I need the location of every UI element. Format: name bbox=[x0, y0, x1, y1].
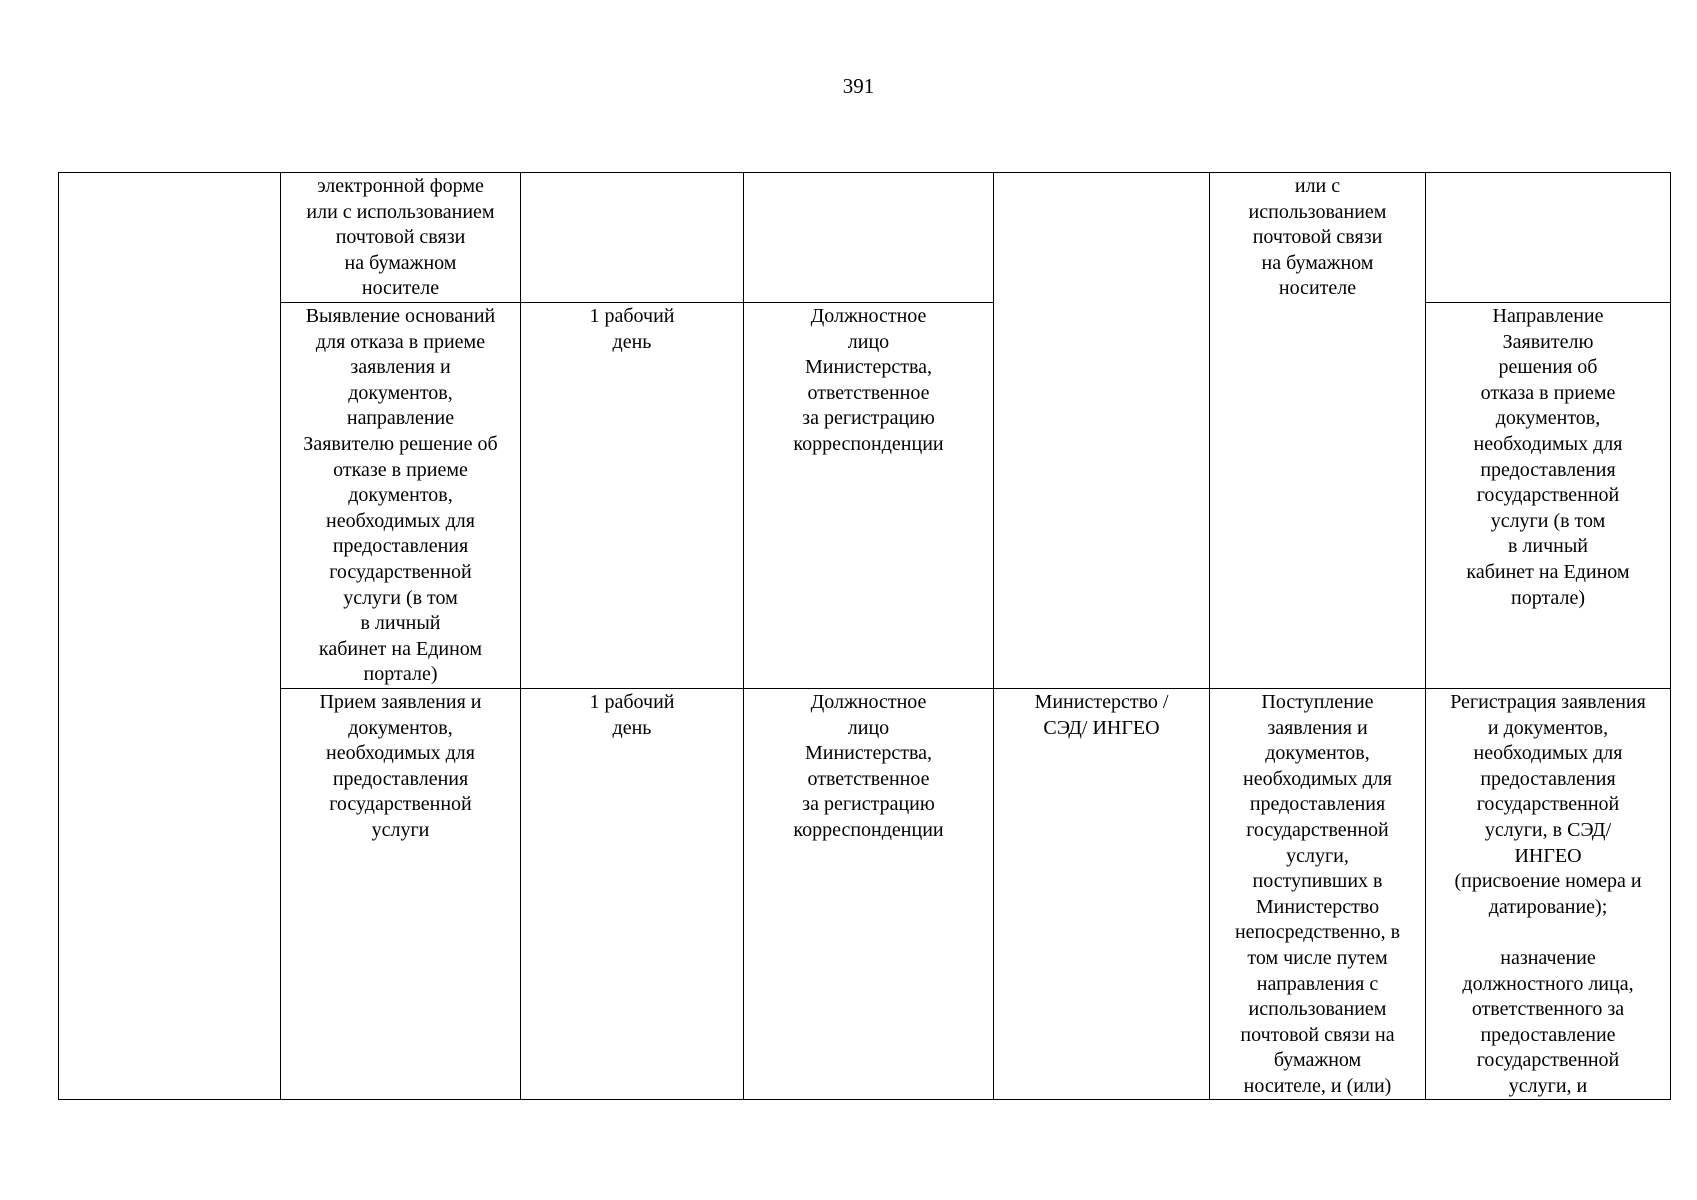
table-cell: Прием заявления и документов, необходимых для предоставления государственной услуги bbox=[281, 688, 521, 1100]
table-cell-blank bbox=[59, 173, 281, 1100]
table-cell bbox=[521, 173, 744, 303]
table-cell: Регистрация заявления и документов, необходимых для предоставления государственной услуги, в СЭД/ ИНГЕО (присвоение номера и датирование); назначение должностного лица, ответственного за предоставление государственной услуги, и bbox=[1426, 688, 1671, 1100]
table-cell: 1 рабочий день bbox=[521, 688, 744, 1100]
table-cell bbox=[994, 173, 1210, 689]
table-cell: Направление Заявителю решения об отказа в приеме документов, необходимых для предоставления государственной услуги (в том в личный кабинет на Едином портале) bbox=[1426, 302, 1671, 688]
table-row bbox=[59, 302, 1671, 688]
table-cell: Министерство / СЭД/ ИНГЕО bbox=[994, 688, 1210, 1100]
table-cell bbox=[1426, 173, 1671, 303]
table-cell: Выявление оснований для отказа в приеме заявления и документов, направление Заявителю решение об отказе в приеме документов, необходимых для предоставления государственной услуги (в том в личный кабинет на Едином портале) bbox=[281, 302, 521, 688]
procedure-table bbox=[58, 172, 1671, 1100]
table-cell: Поступление заявления и документов, необходимых для предоставления государственной услуги, поступивших в Министерство непосредственно, в том числе путем направления с использованием почтовой связи на бумажном носителе, и (или) bbox=[1210, 688, 1426, 1100]
table-row bbox=[59, 688, 1671, 1100]
table-row bbox=[59, 173, 1671, 303]
table-cell: 1 рабочий день bbox=[521, 302, 744, 688]
table-cell: или с использованием почтовой связи на бумажном носителе bbox=[1210, 173, 1426, 689]
table-cell bbox=[744, 173, 994, 303]
table-cell: Должностное лицо Министерства, ответственное за регистрацию корреспонденции bbox=[744, 688, 994, 1100]
table-cell: Должностное лицо Министерства, ответственное за регистрацию корреспонденции bbox=[744, 302, 994, 688]
page-number: 391 bbox=[842, 74, 875, 98]
table-cell: электронной форме или с использованием почтовой связи на бумажном носителе bbox=[281, 173, 521, 303]
